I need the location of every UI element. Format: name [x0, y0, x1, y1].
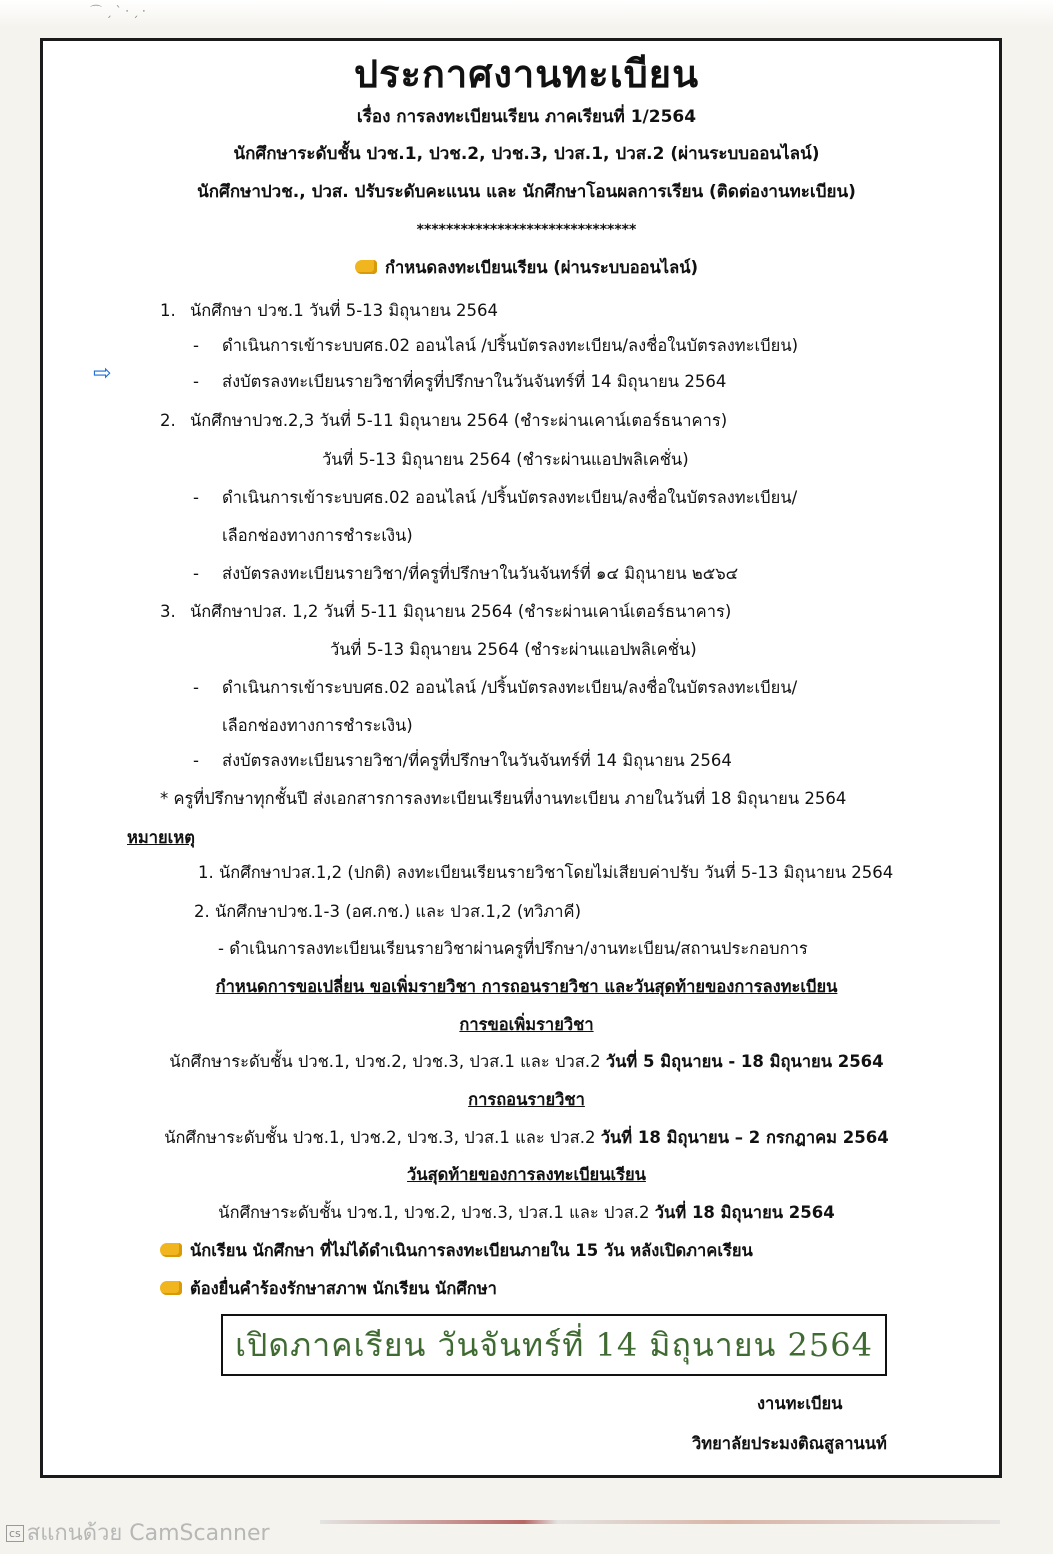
item-1-title: นักศึกษา ปวช.1 วันที่ 5-13 มิถุนายน 2564: [190, 301, 498, 320]
header-line-2: นักศึกษาปวช., ปวส. ปรับระดับคะแนน และ นักศึกษาโอนผลการเรียน (ติดต่องานทะเบียน): [197, 182, 856, 202]
item-3-title: นักศึกษาปวส. 1,2 วันที่ 5-11 มิถุนายน 2564 (ชำระผ่านเคาน์เตอร์ธนาคาร): [190, 602, 732, 621]
remarks-heading: หมายเหตุ: [127, 828, 195, 847]
pointing-hand-icon: [355, 260, 377, 274]
page-title: ประกาศงานทะเบียน: [353, 52, 700, 96]
item-2-number: 2.: [160, 411, 176, 430]
scan-bottom-edge: [320, 1520, 1000, 1524]
advisor-note: * ครูที่ปรึกษาทุกชั้นปี ส่งเอกสารการลงทะเบียนเรียนที่งานทะเบียน ภายในวันที่ 18 มิถุนายน 2564: [160, 789, 847, 808]
item-3-action-2: ส่งบัตรลงทะเบียนรายวิชา/ที่ครูที่ปรึกษาในวันจันทร์ที่ 14 มิถุนายน 2564: [222, 751, 732, 770]
item-3-action-1: ดำเนินการเข้าระบบศธ.02 ออนไลน์ /ปริ้นบัตรลงทะเบียน/ลงชื่อในบัตรลงทะเบียน/: [222, 678, 798, 697]
scan-scribble: ⌒ ˏ ˋ ⸱ ˏ ⸱: [90, 4, 146, 18]
pointing-hand-icon: [160, 1281, 182, 1295]
dash: -: [193, 488, 199, 507]
withdraw-heading: การถอนรายวิชา: [468, 1090, 585, 1109]
notice-2: ต้องยื่นคำร้องรักษาสภาพ นักเรียน นักศึกษา: [160, 1278, 497, 1300]
dash: -: [193, 678, 199, 697]
item-2-action-1b: เลือกช่องทางการชำระเงิน): [222, 526, 413, 545]
scan-top-edge: [0, 0, 1053, 28]
item-1-number: 1.: [160, 301, 176, 320]
dash: -: [193, 564, 199, 583]
item-3-action-1b: เลือกช่องทางการชำระเงิน): [222, 716, 413, 735]
dash: -: [193, 372, 199, 391]
item-3-title-2: วันที่ 5-13 มิถุนายน 2564 (ชำระผ่านแอปพลิเคชั่น): [330, 640, 697, 659]
header-line-1: นักศึกษาระดับชั้น ปวช.1, ปวช.2, ปวช.3, ปวส.1, ปวส.2 (ผ่านระบบออนไลน์): [233, 144, 820, 164]
withdraw-line: นักศึกษาระดับชั้น ปวช.1, ปวช.2, ปวช.3, ปวส.1 และ ปวส.2 วันที่ 18 มิถุนายน – 2 กรกฎาคม 2564: [164, 1128, 889, 1147]
semester-open-box: เปิดภาคเรียน วันจันทร์ที่ 14 มิถุนายน 2564: [221, 1314, 887, 1376]
pointing-hand-icon: [160, 1243, 182, 1257]
add-course-heading: การขอเพิ่มรายวิชา: [459, 1015, 594, 1034]
dash: -: [193, 336, 199, 355]
notice-1: นักเรียน นักศึกษา ที่ไม่ได้ดำเนินการลงทะเบียนภายใน 15 วัน หลังเปิดภาคเรียน: [160, 1240, 753, 1262]
item-2-action-1: ดำเนินการเข้าระบบศธ.02 ออนไลน์ /ปริ้นบัตรลงทะเบียน/ลงชื่อในบัตรลงทะเบียน/: [222, 488, 798, 507]
item-3-number: 3.: [160, 602, 176, 621]
remark-2: 2. นักศึกษาปวช.1-3 (อศ.กช.) และ ปวส.1,2 (ทวิภาคี): [194, 902, 582, 921]
online-heading: กำหนดลงทะเบียนเรียน (ผ่านระบบออนไลน์): [355, 257, 698, 279]
item-2-title: นักศึกษาปวช.2,3 วันที่ 5-11 มิถุนายน 2564 (ชำระผ่านเคาน์เตอร์ธนาคาร): [190, 411, 728, 430]
camscanner-watermark: cs สแกนด้วย CamScanner: [6, 1515, 270, 1550]
item-2-title-2: วันที่ 5-13 มิถุนายน 2564 (ชำระผ่านแอปพลิเคชั่น): [322, 450, 689, 469]
last-day-heading: วันสุดท้ายของการลงทะเบียนเรียน: [407, 1165, 646, 1184]
dash: -: [193, 751, 199, 770]
item-2-action-2: ส่งบัตรลงทะเบียนรายวิชา/ที่ครูที่ปรึกษาในวันจันทร์ที่ ๑๔ มิถุนายน ๒๕๖๔: [222, 564, 739, 583]
remark-1: 1. นักศึกษาปวส.1,2 (ปกติ) ลงทะเบียนเรียนรายวิชาโดยไม่เสียบค่าปรับ วันที่ 5-13 มิถุนายน 2564: [198, 863, 894, 882]
camscanner-icon: cs: [6, 1525, 24, 1542]
subject-line: เรื่อง การลงทะเบียนเรียน ภาคเรียนที่ 1/2564: [356, 107, 697, 127]
add-course-line: นักศึกษาระดับชั้น ปวช.1, ปวช.2, ปวช.3, ปวส.1 และ ปวส.2 วันที่ 5 มิถุนายน - 18 มิถุนายน 2564: [169, 1052, 884, 1071]
item-1-action-1: ดำเนินการเข้าระบบศธ.02 ออนไลน์ /ปริ้นบัตรลงทะเบียน/ลงชื่อในบัตรลงทะเบียน): [222, 336, 799, 355]
item-1-action-2: ส่งบัตรลงทะเบียนรายวิชาที่ครูที่ปรึกษาในวันจันทร์ที่ 14 มิถุนายน 2564: [222, 372, 727, 391]
signature-college: วิทยาลัยประมงติณสูลานนท์: [692, 1434, 887, 1453]
signature-dept: งานทะเบียน: [757, 1394, 843, 1413]
last-day-line: นักศึกษาระดับชั้น ปวช.1, ปวช.2, ปวช.3, ปวส.1 และ ปวส.2 วันที่ 18 มิถุนายน 2564: [218, 1203, 835, 1222]
right-arrow-icon: ⇨: [93, 361, 112, 386]
remark-2-detail: - ดำเนินการลงทะเบียนเรียนรายวิชาผ่านครูที่ปรึกษา/งานทะเบียน/สถานประกอบการ: [218, 939, 808, 958]
star-divider: ******************************: [416, 222, 637, 238]
changes-heading: กำหนดการขอเปลี่ยน ขอเพิ่มรายวิชา การถอนรายวิชา และวันสุดท้ายของการลงทะเบียน: [215, 977, 838, 996]
